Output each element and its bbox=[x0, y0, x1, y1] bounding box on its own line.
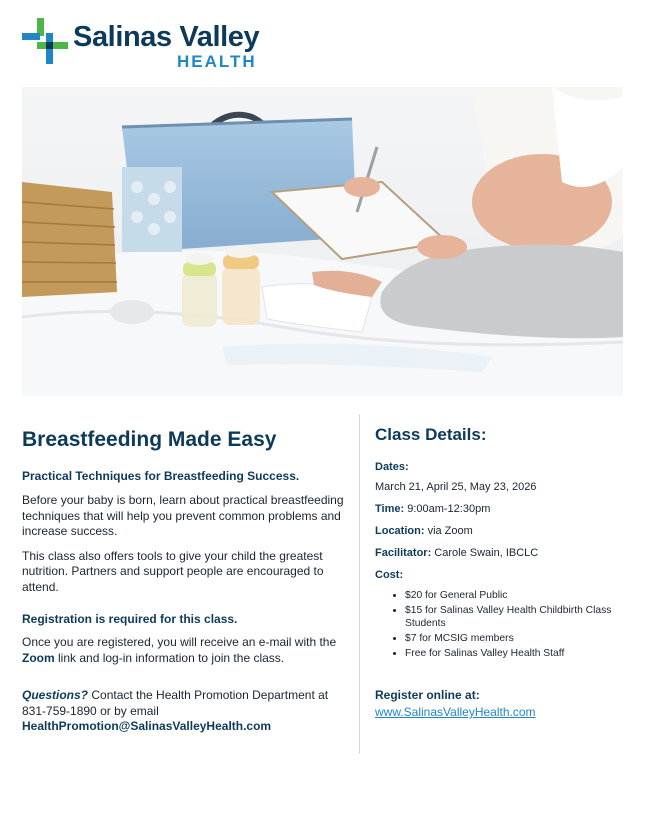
class-details-heading: Class Details: bbox=[375, 425, 487, 444]
zoom-keyword: Zoom bbox=[22, 650, 55, 665]
hero-image bbox=[22, 87, 623, 396]
class-description-1: Before your baby is born, learn about practical breastfeeding techniques that will help you prevent common problems and increase success. bbox=[22, 493, 344, 538]
class-description bbox=[22, 428, 344, 735]
registration-info: Once you are registered, you will receive an e-mail with the Zoom link and log-in information to join the class. bbox=[22, 635, 337, 665]
registration-required: Registration is required for this class. bbox=[22, 612, 238, 626]
facilitator-row: Facilitator: Carole Swain, IBCLC bbox=[375, 547, 539, 559]
register-link[interactable]: www.SalinasValleyHealth.com bbox=[375, 705, 536, 719]
location-row: Location: via Zoom bbox=[375, 525, 473, 537]
salinas-valley-health-logo bbox=[22, 18, 282, 72]
cost-item: • $7 for MCSIG members bbox=[405, 632, 625, 645]
facilitator-value: Carole Swain, IBCLC bbox=[434, 547, 539, 559]
cost-item: • Free for Salinas Valley Health Staff bbox=[405, 647, 625, 660]
column-divider bbox=[359, 414, 360, 754]
class-title: Breastfeeding Made Easy bbox=[22, 428, 277, 451]
location-value: via Zoom bbox=[427, 525, 473, 537]
logo-cross-icon bbox=[22, 18, 68, 64]
cost-label: Cost: bbox=[375, 569, 404, 581]
class-description-2: This class also offers tools to give your child the greatest nutrition. Partners and support people are encouraged to attend. bbox=[22, 548, 324, 594]
wicker-basket bbox=[22, 182, 117, 297]
time-value: 9:00am-12:30pm bbox=[407, 503, 491, 515]
questions-label: Questions? bbox=[22, 688, 89, 702]
cost-item: • $15 for Salinas Valley Health Childbirth Class Students bbox=[405, 604, 625, 630]
class-details bbox=[375, 425, 625, 721]
dates-label: Dates: bbox=[375, 461, 409, 473]
time-row: Time: 9:00am-12:30pm bbox=[375, 503, 491, 515]
class-subtitle: Practical Techniques for Breastfeeding Success. bbox=[22, 469, 300, 483]
questions-text: Contact the Health Promotion Department at 831-759-1890 or by email bbox=[22, 688, 329, 718]
logo-subtitle: HEALTH bbox=[177, 52, 257, 71]
logo-name: Salinas Valley bbox=[73, 21, 260, 53]
cost-item: • $20 for General Public bbox=[405, 589, 625, 602]
register-label: Register online at: bbox=[375, 688, 480, 702]
questions-contact bbox=[22, 688, 344, 735]
contact-email[interactable]: HealthPromotion@SalinasValleyHealth.com bbox=[22, 719, 272, 733]
cost-list bbox=[375, 589, 625, 660]
dates-value: March 21, April 25, May 23, 2026 bbox=[375, 481, 537, 493]
